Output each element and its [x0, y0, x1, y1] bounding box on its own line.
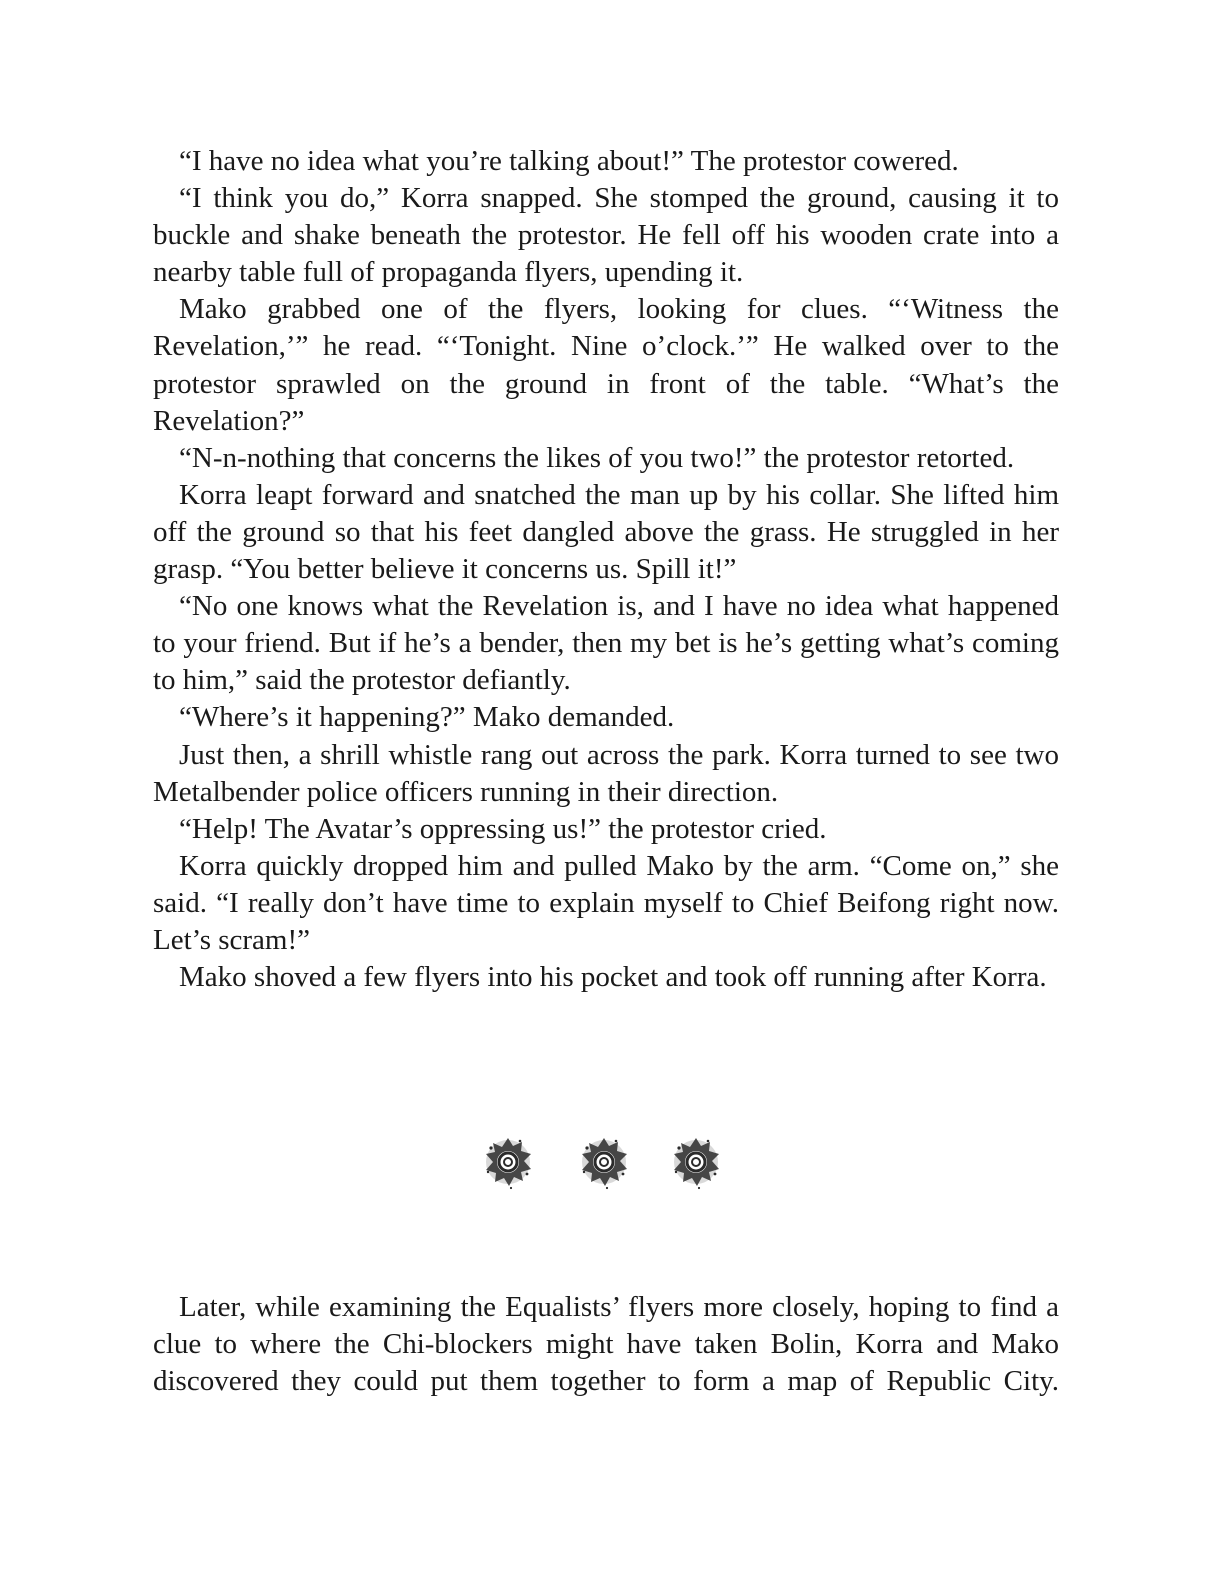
scene-break-triple-emblem-icon	[472, 1128, 736, 1200]
emblem-left	[486, 1138, 531, 1189]
emblem-right	[674, 1138, 719, 1189]
paragraph: Mako grabbed one of the flyers, looking for clues. “‘Witness the Revelation,’” he read. “‘Tonight. Nine o’clock.’” He walked over to the protestor sprawled on the ground in front of the table. “What’s the Revelation?”	[153, 293, 1059, 437]
paragraph: Just then, a shrill whistle rang out across the park. Korra turned to see two Metalbender police officers running in their direction.	[153, 738, 1059, 808]
paragraph: “N-n-nothing that concerns the likes of you two!” the protestor retorted.	[179, 441, 1015, 474]
paragraph: Mako shoved a few flyers into his pocket and took off running after Korra.	[179, 961, 1047, 994]
paragraph: “No one knows what the Revelation is, and I have no idea what happened to your friend. But if he’s a bender, then my bet is he’s getting what’s coming to him,” said the protestor defiantly.	[153, 590, 1059, 697]
paragraph: “I think you do,” Korra snapped. She stomped the ground, causing it to buckle and shake beneath the protestor. He fell off his wooden crate into a nearby table full of propaganda flyers, upending it.	[153, 182, 1059, 289]
paragraph: “I have no idea what you’re talking about!” The protestor cowered.	[179, 145, 959, 177]
text-block-top	[153, 143, 1059, 996]
text-block-bottom	[153, 1289, 1059, 1400]
paragraph: “Where’s it happening?” Mako demanded.	[179, 701, 675, 734]
scene-break-ornament	[472, 1128, 736, 1200]
paragraph: Later, while examining the Equalists’ flyers more closely, hoping to find a clue to where the Chi-blockers might have taken Bolin, Korra and Mako discovered they could put them together to form a map of Republic City.	[153, 1291, 1059, 1398]
paragraph: “Help! The Avatar’s oppressing us!” the protestor cried.	[179, 812, 827, 845]
paragraph: Korra leapt forward and snatched the man up by his collar. She lifted him off the ground so that his feet dangled above the grass. He struggled in her grasp. “You better believe it concerns us. Spill it!”	[153, 478, 1059, 586]
emblem-center	[582, 1138, 627, 1189]
paragraph: Korra quickly dropped him and pulled Mako by the arm. “Come on,” she said. “I really don’t have time to explain myself to Chief Beifong right now. Let’s scram!”	[153, 849, 1059, 956]
